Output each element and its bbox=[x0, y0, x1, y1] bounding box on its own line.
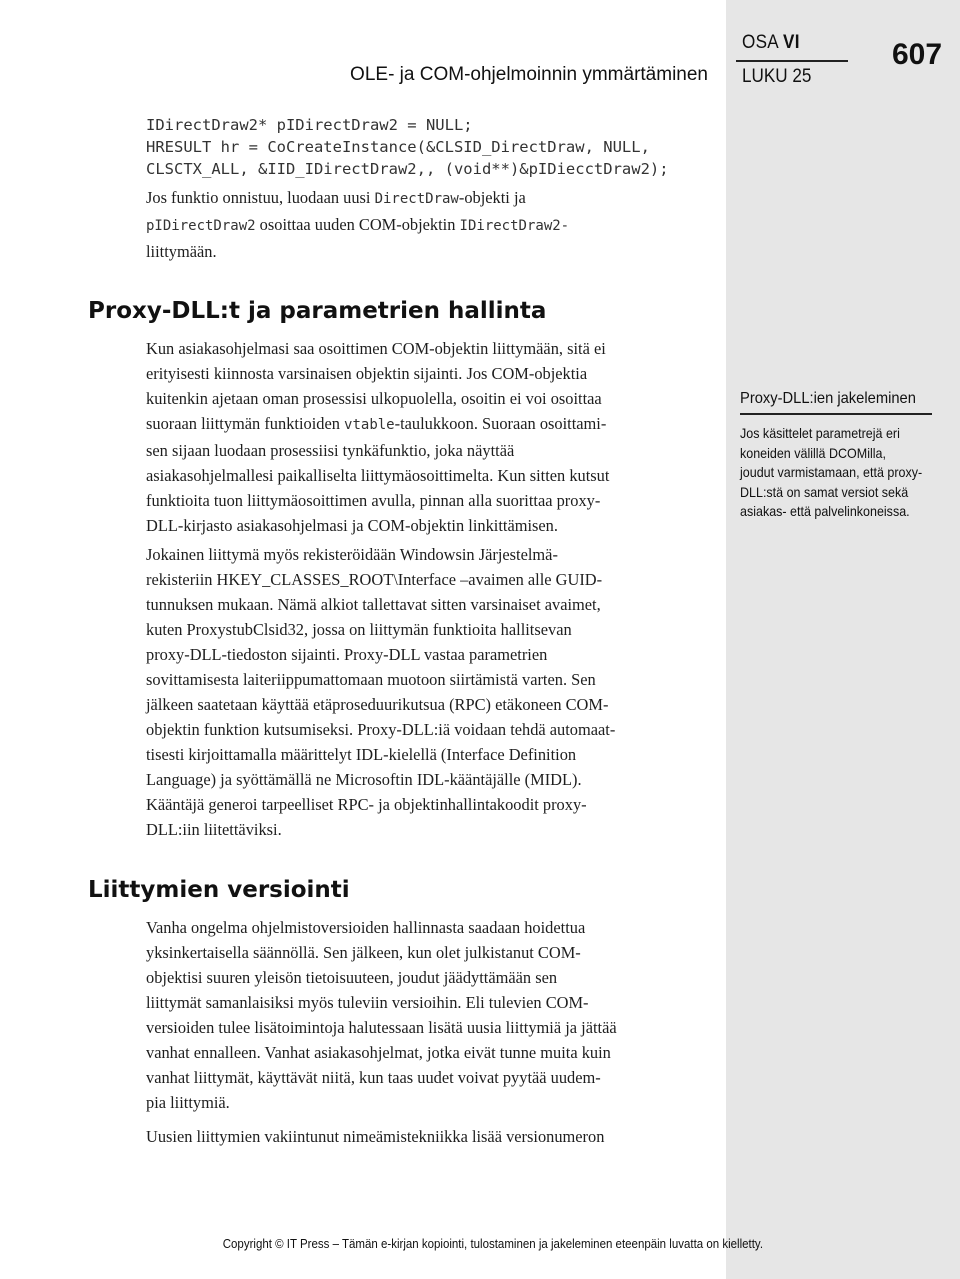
sidebar-rule bbox=[740, 413, 932, 415]
text-line: Kääntäjä generoi tarpeelliset RPC- ja objektinhallintakoodit proxy- bbox=[146, 795, 587, 814]
sidebar-line: joudut varmistamaan, että proxy- bbox=[740, 465, 923, 480]
code-line: CLSCTX_ALL, &IID_IDirectDraw2,, (void**)&pIDiecctDraw2); bbox=[146, 160, 669, 178]
sidebar-line: asiakas- että palvelinkoneissa. bbox=[740, 504, 910, 519]
text-line: vanhat ennalleen. Vanhat asiakasohjelmat, jotka eivät tunne muita kuin bbox=[146, 1043, 611, 1062]
intro-paragraph bbox=[146, 185, 711, 264]
text-line: Jokainen liittymä myös rekisteröidään Windowsin Järjestelmä- bbox=[146, 545, 558, 564]
text-line: DLL-kirjasto asiakasohjelmasi ja COM-objektin linkittämisen. bbox=[146, 516, 558, 535]
text-line: jälkeen saatetaan käyttää etäproseduurikutsua (RPC) etäkoneen COM- bbox=[146, 695, 609, 714]
margin-sidebar bbox=[726, 0, 960, 1279]
inline-code: DirectDraw bbox=[374, 191, 459, 207]
code-line: HRESULT hr = CoCreateInstance(&CLSID_DirectDraw, NULL, bbox=[146, 138, 650, 156]
sidebar-title: Proxy-DLL:ien jakeleminen bbox=[740, 390, 916, 407]
text-line: DLL:iin liitettäviksi. bbox=[146, 820, 282, 839]
text-line: liittymät samanlaisiksi myös tuleviin versioihin. Eli tulevien COM- bbox=[146, 993, 589, 1012]
text-line: yksinkertaisella säännöllä. Sen jälkeen, kun olet julkistanut COM- bbox=[146, 943, 581, 962]
text-line: versioiden tulee lisätoimintoja halutessaan lisätä uusia liittymiä ja jättää bbox=[146, 1018, 617, 1037]
chapter-label: LUKU 25 bbox=[742, 66, 812, 87]
text-line: suoraan liittymän funktioiden vtable-taulukkoon. Suoraan osoittami- bbox=[146, 414, 607, 433]
paragraph bbox=[146, 542, 711, 842]
part-label: OSA VI bbox=[742, 32, 800, 53]
sidebar-note bbox=[740, 424, 929, 522]
page-number: 607 bbox=[892, 38, 943, 71]
text-line: tisesti kirjoittamalla määrittelyt IDL-kielellä (Interface Definition bbox=[146, 745, 577, 764]
text-line: sen sijaan luodaan prosessiisi tynkäfunktio, joka näyttää bbox=[146, 441, 515, 460]
chapter-number: 25 bbox=[792, 66, 812, 87]
inline-code: pIDirectDraw2 bbox=[146, 218, 256, 234]
code-line: IDirectDraw2* pIDirectDraw2 = NULL; bbox=[146, 116, 473, 134]
text-line: kuitenkin ajetaan oman prosessisi ulkopuolella, osoitin ei voi osoittaa bbox=[146, 389, 602, 408]
text-line: rekisteriin HKEY_CLASSES_ROOT\Interface –avaimen alle GUID- bbox=[146, 570, 603, 589]
sidebar-line: Jos käsittelet parametrejä eri bbox=[740, 426, 900, 441]
copyright-footer: Copyright © IT Press – Tämän e-kirjan kopiointi, tulostaminen ja jakeleminen eteenpäin luvatta on kielletty. bbox=[222, 1237, 764, 1251]
text-line: Uusien liittymien vakiintunut nimeämistekniikka lisää versionumeron bbox=[146, 1127, 605, 1146]
text-line: vanhat liittymät, käyttävät niitä, kun taas uudet voivat pyytää uudem- bbox=[146, 1068, 601, 1087]
paragraph bbox=[146, 915, 711, 1115]
text-line: Vanha ongelma ohjelmistoversioiden hallinnasta saadaan hoidettua bbox=[146, 918, 586, 937]
sidebar-line: DLL:stä on samat versiot sekä bbox=[740, 484, 909, 500]
text-line: sovittamisesta laiteriippumattomaan muotoon siirtämistä varten. Sen bbox=[146, 670, 596, 689]
text-line: liittymään. bbox=[146, 242, 217, 261]
paragraph bbox=[146, 1124, 711, 1149]
text-line: Language) ja syöttämällä ne Microsoftin IDL-kääntäjälle (MIDL). bbox=[146, 770, 582, 789]
part-number: VI bbox=[783, 32, 800, 53]
sidebar-line: koneiden välillä DCOMilla, bbox=[740, 445, 886, 461]
code-block bbox=[146, 114, 669, 180]
header-rule bbox=[736, 60, 848, 62]
text-line: funktioita tuon liittymäosoittimen avulla, pinnan alla suorittaa proxy- bbox=[146, 491, 601, 510]
text-line: proxy-DLL-tiedoston sijainti. Proxy-DLL vastaa parametrien bbox=[146, 645, 548, 664]
inline-code: IDirectDraw2- bbox=[459, 218, 570, 234]
text-line: pia liittymiä. bbox=[146, 1093, 230, 1112]
text-line: erityisesti kiinnosta varsinaisen objektin sijainti. Jos COM-objektia bbox=[146, 364, 588, 383]
text-line: kuten ProxystubClsid32, jossa on liittymän funktioita hallitsevan bbox=[146, 620, 572, 639]
text-line: Kun asiakasohjelmasi saa osoittimen COM-objektin liittymään, sitä ei bbox=[146, 339, 606, 358]
text-line: tunnuksen mukaan. Nämä alkiot tallettavat sitten varsinaiset avaimet, bbox=[146, 595, 601, 614]
inline-code: vtable bbox=[344, 417, 395, 433]
text-line: Jos funktio onnistuu, luodaan uusi DirectDraw-objekti ja bbox=[146, 188, 526, 207]
section-heading-proxy-dll: Proxy-DLL:t ja parametrien hallinta bbox=[88, 298, 547, 324]
running-head: OLE- ja COM-ohjelmoinnin ymmärtäminen bbox=[350, 64, 708, 85]
section-heading-versioning: Liittymien versiointi bbox=[88, 877, 350, 903]
text-line: asiakasohjelmallesi paikalliselta liittymäosoittimelta. Kun sitten kutsut bbox=[146, 466, 610, 485]
text-line: pIDirectDraw2 osoittaa uuden COM-objektin IDirectDraw2- bbox=[146, 215, 570, 234]
paragraph bbox=[146, 336, 711, 538]
text-line: objektin funktion kutsumiseksi. Proxy-DLL:iä voidaan tehdä automaat- bbox=[146, 720, 616, 739]
text-line: objektisi suuren yleisön tietoisuuteen, joudut jäädyttämään sen bbox=[146, 968, 558, 987]
